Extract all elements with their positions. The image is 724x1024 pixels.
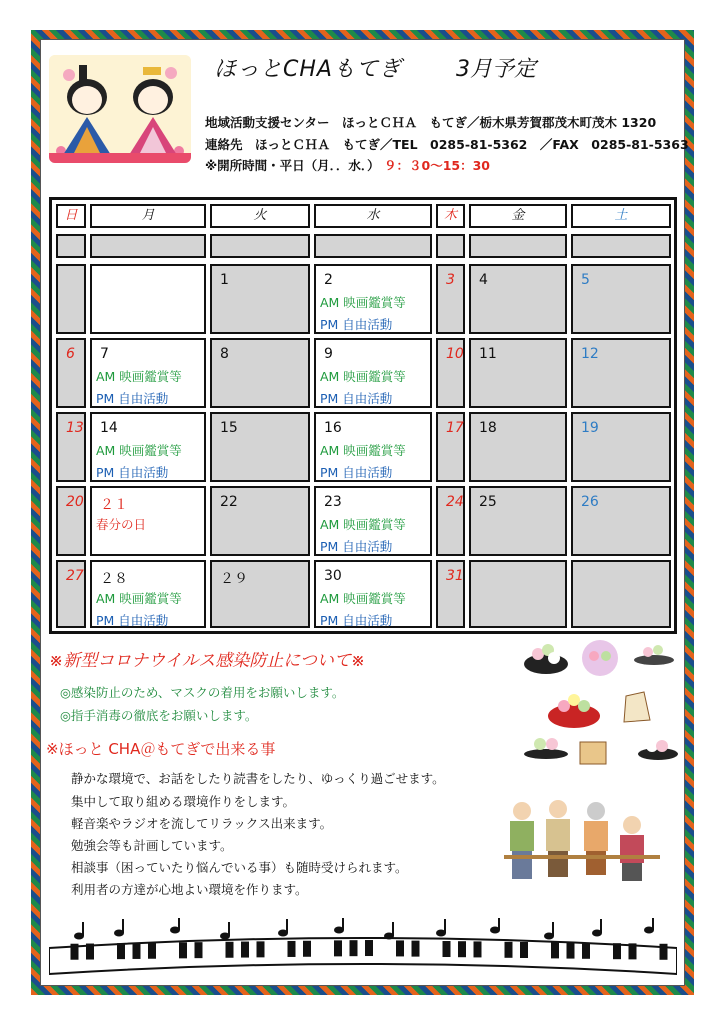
hina-sweets-icon	[520, 636, 680, 790]
people-illustration	[500, 795, 660, 895]
pm-event: PM 自由活動	[320, 317, 393, 332]
day-header: 日	[56, 204, 86, 228]
piano-black-key	[303, 941, 311, 957]
activity-item: 静かな環境で、お話をしたり読書をしたり、ゆっくり過ごせます。	[71, 771, 445, 786]
calendar-day-cell	[210, 338, 310, 408]
piano-black-key	[412, 941, 420, 957]
day-number: 24	[446, 494, 464, 510]
music-note-icon	[384, 922, 394, 940]
music-note-icon	[592, 919, 602, 937]
music-note-icon	[170, 918, 180, 934]
music-note-icon	[544, 922, 554, 940]
calendar-day-cell	[571, 412, 671, 482]
day-number: 26	[581, 494, 599, 510]
day-number: 15	[220, 420, 238, 436]
day-number: ２９	[220, 571, 248, 587]
calendar-day-cell	[56, 338, 86, 408]
pm-event: PM 自由活動	[320, 465, 393, 480]
day-number: 13	[66, 420, 84, 436]
piano-black-key	[474, 941, 482, 957]
calendar-spacer-cell	[469, 234, 567, 258]
activity-item: 利用者の方達が心地よい環境を作ります。	[71, 882, 308, 897]
calendar-spacer-cell	[56, 234, 86, 258]
calendar-day-cell	[314, 560, 432, 628]
calendar-day-cell	[436, 264, 465, 334]
music-note-icon	[490, 918, 500, 934]
piano-black-key	[117, 943, 125, 959]
contact-line: 連絡先 ほっとＣＨＡ もてぎ／TEL 0285-81-5362 ／FAX 0285-81-5363	[205, 137, 689, 152]
day-number: 27	[66, 568, 84, 584]
day-header: 火	[210, 204, 310, 228]
am-event: AM 映画鑑賞等	[320, 443, 406, 458]
piano-black-key	[551, 942, 559, 958]
piano-black-key	[396, 940, 404, 956]
calendar-day-cell	[90, 412, 206, 482]
music-note-icon	[278, 919, 288, 937]
address-line: 地域活動支援センター ほっとＣＨＡ もてぎ／栃木県芳賀郡茂木町茂木 1320	[205, 115, 657, 130]
day-number: 17	[446, 420, 464, 436]
day-number: 16	[324, 420, 342, 436]
calendar-day-cell	[469, 486, 567, 556]
day-number: ２１	[100, 497, 128, 513]
hours-line	[205, 156, 490, 174]
am-event: AM 映画鑑賞等	[96, 591, 182, 606]
day-number: 9	[324, 346, 333, 362]
holiday-label: 春分の日	[96, 517, 147, 532]
music-note-icon	[74, 922, 84, 940]
day-number: 19	[581, 420, 599, 436]
day-number: 10	[446, 346, 464, 362]
calendar-spacer-cell	[571, 234, 671, 258]
day-number: 18	[479, 420, 497, 436]
calendar-day-cell	[90, 264, 206, 334]
piano-black-key	[520, 942, 528, 958]
day-number: 25	[479, 494, 497, 510]
day-number: 30	[324, 568, 342, 584]
calendar-day-cell	[56, 560, 86, 628]
activity-item: 相談事（困っていたり悩んでいる事）も随時受けられます。	[71, 860, 408, 875]
piano-black-key	[86, 944, 94, 960]
corona-note: ◎感染防止のため、マスクの着用をお願いします。	[60, 685, 345, 700]
calendar-day-cell	[314, 486, 432, 556]
day-number: 12	[581, 346, 599, 362]
day-header: 金	[469, 204, 567, 228]
calendar-day-cell	[436, 412, 465, 482]
calendar-day-cell	[436, 560, 465, 628]
calendar-day-cell	[571, 560, 671, 628]
music-note-icon	[644, 918, 654, 934]
am-event: AM 映画鑑賞等	[320, 591, 406, 606]
pm-event: PM 自由活動	[320, 613, 393, 628]
pm-event: PM 自由活動	[96, 391, 169, 406]
month-title: 3月予定	[456, 57, 536, 82]
pm-event: PM 自由活動	[96, 465, 169, 480]
calendar-day-cell	[571, 264, 671, 334]
piano-black-key	[179, 942, 187, 958]
pm-event: PM 自由活動	[320, 539, 393, 554]
day-number: 5	[581, 272, 590, 288]
day-number: 1	[220, 272, 229, 288]
piano-black-key	[71, 944, 79, 960]
hina-dolls-illustration	[49, 55, 191, 163]
piano-black-key	[148, 943, 156, 959]
page-title: ほっとCHAもてぎ	[214, 57, 402, 82]
piano-black-key	[567, 943, 575, 959]
piano-keyboard-decoration	[49, 918, 677, 976]
calendar-day-cell	[56, 486, 86, 556]
calendar-day-cell	[56, 264, 86, 334]
piano-black-key	[443, 941, 451, 957]
calendar-day-cell	[90, 338, 206, 408]
pm-event: PM 自由活動	[320, 391, 393, 406]
calendar-day-cell	[314, 264, 432, 334]
corona-note: ◎指手消毒の徹底をお願いします。	[60, 708, 258, 723]
calendar-day-cell	[90, 486, 206, 556]
piano-black-key	[660, 944, 668, 960]
calendar-day-cell	[314, 412, 432, 482]
day-number: 31	[446, 568, 464, 584]
hours-time: ９：３0～15：30	[384, 158, 491, 173]
day-number: 23	[324, 494, 342, 510]
piano-black-key	[257, 941, 265, 957]
piano-black-key	[582, 943, 590, 959]
calendar-day-cell	[469, 412, 567, 482]
calendar-spacer-cell	[436, 234, 465, 258]
day-number: 3	[446, 272, 455, 288]
calendar-day-cell	[56, 412, 86, 482]
hours-label: ※開所時間・平日（月．．水．）	[205, 158, 380, 173]
calendar-spacer-cell	[90, 234, 206, 258]
piano-black-key	[505, 942, 513, 958]
day-number: 22	[220, 494, 238, 510]
piano-black-key	[241, 942, 249, 958]
day-number: ２８	[100, 571, 128, 587]
activity-item: 集中して取り組める環境作りをします。	[71, 794, 296, 809]
day-number: 2	[324, 272, 333, 288]
day-number: 20	[66, 494, 84, 510]
calendar-day-cell	[210, 560, 310, 628]
am-event: AM 映画鑑賞等	[320, 517, 406, 532]
calendar-day-cell	[210, 486, 310, 556]
day-header: 月	[90, 204, 206, 228]
day-number: 8	[220, 346, 229, 362]
music-note-icon	[114, 919, 124, 937]
day-number: 7	[100, 346, 109, 362]
calendar-day-cell	[210, 264, 310, 334]
calendar-day-cell	[469, 338, 567, 408]
day-header: 木	[436, 204, 465, 228]
piano-black-key	[350, 940, 358, 956]
calendar-day-cell	[436, 338, 465, 408]
calendar-day-cell	[571, 338, 671, 408]
calendar-day-cell	[210, 412, 310, 482]
piano-black-key	[133, 943, 141, 959]
calendar-day-cell	[469, 264, 567, 334]
am-event: AM 映画鑑賞等	[320, 369, 406, 384]
am-event: AM 映画鑑賞等	[96, 443, 182, 458]
day-header: 土	[571, 204, 671, 228]
am-event: AM 映画鑑賞等	[96, 369, 182, 384]
day-number: 6	[66, 346, 75, 362]
calendar-day-cell	[571, 486, 671, 556]
corona-heading: ※新型コロナウイルス感染防止について※	[49, 651, 366, 671]
day-number: 11	[479, 346, 497, 362]
am-event: AM 映画鑑賞等	[320, 295, 406, 310]
activities-heading: ※ほっと CHA＠もてぎで出来る事	[46, 740, 276, 758]
day-number: 4	[479, 272, 488, 288]
music-note-icon	[334, 918, 344, 934]
calendar-grid	[49, 197, 677, 634]
piano-black-key	[365, 940, 373, 956]
piano-black-key	[629, 943, 637, 959]
activity-item: 勉強会等も計画しています。	[71, 838, 233, 853]
piano-black-key	[288, 941, 296, 957]
pm-event: PM 自由活動	[96, 613, 169, 628]
day-header: 水	[314, 204, 432, 228]
music-note-icon	[436, 919, 446, 937]
piano-black-key	[226, 942, 234, 958]
music-note-icon	[220, 922, 230, 940]
calendar-spacer-cell	[314, 234, 432, 258]
calendar-day-cell	[90, 560, 206, 628]
piano-black-key	[458, 941, 466, 957]
piano-black-key	[613, 943, 621, 959]
calendar-day-cell	[436, 486, 465, 556]
calendar-day-cell	[469, 560, 567, 628]
calendar-day-cell	[314, 338, 432, 408]
day-number: 14	[100, 420, 118, 436]
activity-item: 軽音楽やラジオを流してリラックス出来ます。	[71, 816, 333, 831]
calendar-spacer-cell	[210, 234, 310, 258]
piano-black-key	[334, 940, 342, 956]
piano-black-key	[195, 942, 203, 958]
